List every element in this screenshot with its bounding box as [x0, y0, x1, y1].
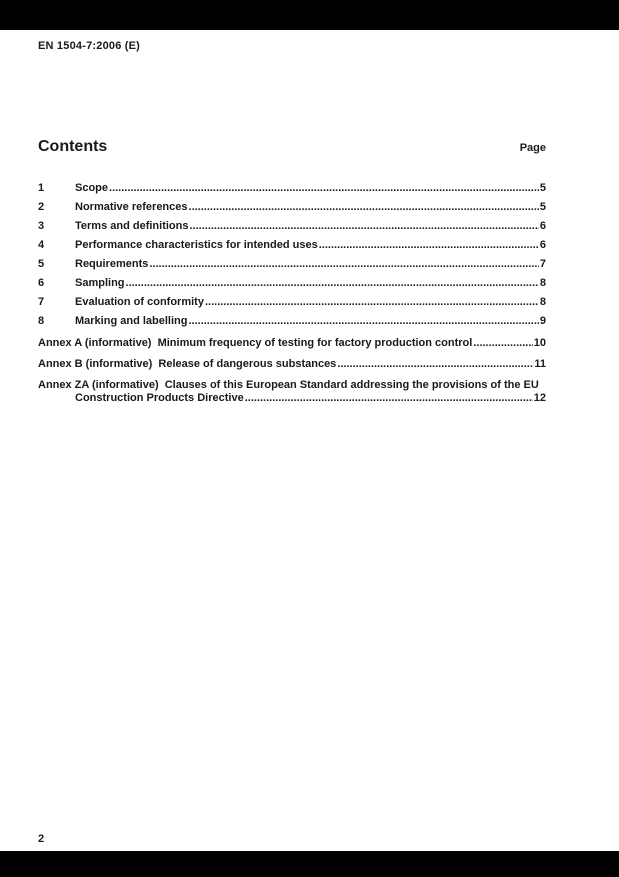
toc-annex-title: Annex A (informative) Minimum frequency of testing for factory production control	[38, 337, 473, 349]
toc-entry-title: Requirements	[75, 258, 149, 270]
toc-annex-title: Annex B (informative) Release of dangerous substances	[38, 358, 337, 370]
toc-entry-number: 6	[38, 277, 45, 289]
toc-entry-title: Sampling	[75, 277, 125, 289]
bottom-black-bar	[0, 851, 619, 877]
dot-leader	[188, 315, 538, 327]
dot-leader	[109, 182, 539, 194]
toc-annex-entry-a	[38, 337, 546, 349]
toc-entry	[38, 220, 546, 232]
toc-annex-entry-b	[38, 358, 546, 370]
toc-entry-page: 5	[539, 182, 546, 194]
toc-entry-page: 8	[539, 277, 546, 289]
toc-entry-title: Performance characteristics for intended uses	[75, 239, 318, 251]
toc-entry-number: 8	[38, 315, 45, 327]
toc-entry-page: 9	[539, 315, 546, 327]
toc-entry-title: Terms and definitions	[75, 220, 189, 232]
toc-entry-number: 1	[38, 182, 45, 194]
dot-leader	[473, 337, 532, 349]
table-of-contents	[38, 182, 546, 405]
toc-entry-title: Scope	[75, 182, 109, 194]
toc-entry-page: 8	[539, 296, 546, 308]
dot-leader	[126, 277, 539, 289]
toc-entry-page: 7	[539, 258, 546, 270]
toc-annex-page: 10	[533, 337, 546, 349]
toc-entry	[38, 315, 546, 327]
footer-page-number: 2	[38, 833, 45, 845]
toc-entry	[38, 277, 546, 289]
toc-entry	[38, 296, 546, 308]
dot-leader	[245, 392, 533, 405]
toc-entry	[38, 201, 546, 213]
toc-entry-page: 6	[539, 220, 546, 232]
toc-entry	[38, 258, 546, 270]
dot-leader	[189, 220, 538, 232]
toc-entry-number: 3	[38, 220, 45, 232]
toc-entry-number: 5	[38, 258, 45, 270]
toc-annex-group	[38, 337, 546, 405]
toc-entry-title: Marking and labelling	[75, 315, 188, 327]
toc-entry	[38, 182, 546, 194]
page-title: Contents	[38, 138, 108, 155]
dot-leader	[149, 258, 539, 270]
toc-entry-number: 4	[38, 239, 45, 251]
toc-entry-number: 7	[38, 296, 45, 308]
contents-header-row	[38, 138, 546, 156]
dot-leader	[319, 239, 539, 251]
toc-annex-page: 12	[533, 392, 546, 404]
toc-entry-title: Evaluation of conformity	[75, 296, 204, 308]
toc-entry-page: 6	[539, 239, 546, 251]
toc-entry	[38, 239, 546, 251]
dot-leader	[189, 201, 539, 213]
toc-annex-title-line1: Annex ZA (informative) Clauses of this European Standard addressing the provisions of the EU	[38, 379, 539, 391]
toc-entry-page: 5	[539, 201, 546, 213]
toc-annex-entry-za	[38, 379, 546, 405]
paper	[0, 30, 619, 851]
toc-entry-number: 2	[38, 201, 45, 213]
dot-leader	[337, 358, 533, 370]
toc-annex-title-line2: Construction Products Directive	[75, 392, 244, 404]
toc-annex-page: 11	[534, 358, 546, 370]
toc-entry-title: Normative references	[75, 201, 188, 213]
top-black-bar	[0, 0, 619, 30]
page-column-label: Page	[519, 142, 546, 154]
doc-header: EN 1504-7:2006 (E)	[38, 40, 141, 52]
dot-leader	[205, 296, 539, 308]
